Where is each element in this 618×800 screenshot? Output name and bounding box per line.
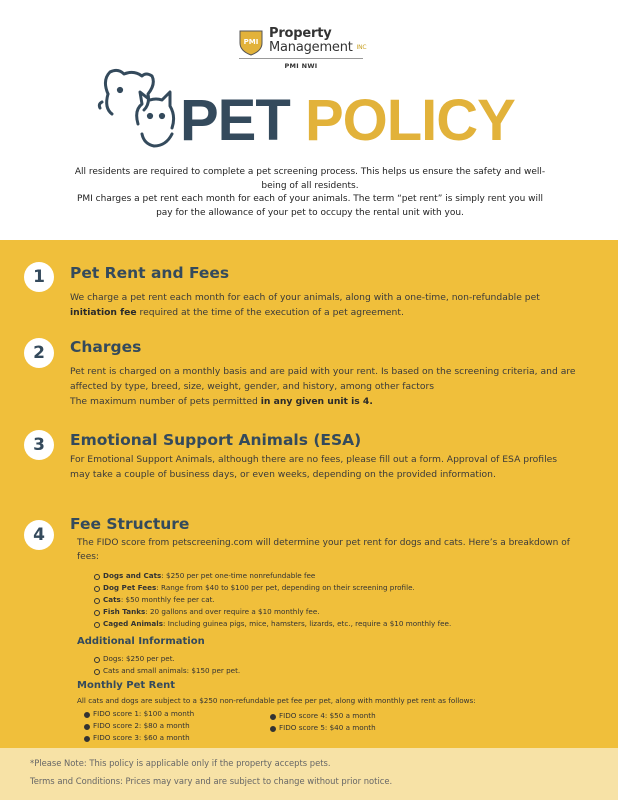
fido-score-list-2 xyxy=(270,710,376,734)
fee-label: Dog Pet Fees xyxy=(103,583,157,592)
list-item xyxy=(94,570,451,582)
section-body-pet-rent xyxy=(70,290,575,320)
list-item: FIDO score 5: $40 a month xyxy=(270,722,376,734)
additional-info-list xyxy=(94,653,240,677)
list-item xyxy=(94,618,451,630)
section-number-1: 1 xyxy=(24,262,54,292)
footer xyxy=(0,748,618,800)
monthly-rent-text: All cats and dogs are subject to a $250 non-refundable pet fee per pet, along with monthly pet rent as follows: xyxy=(77,696,476,705)
dog-and-cat-icon xyxy=(94,64,194,154)
list-item xyxy=(94,594,451,606)
section-number-2: 2 xyxy=(24,338,54,368)
section-title-pet-rent: Pet Rent and Fees xyxy=(70,264,230,282)
list-item: FIDO score 4: $50 a month xyxy=(270,710,376,722)
logo-text-management-word: Management xyxy=(269,40,353,55)
section-body-pet-rent-bold: initiation fee xyxy=(70,307,137,318)
section-body-charges-text: Pet rent is charged on a monthly basis and are paid with your rent. Is based on the screening criteria, and are affected by type, breed, size, weight, gender, and history, among other factors xyxy=(70,366,576,392)
section-title-charges: Charges xyxy=(70,338,142,356)
section-body-esa: For Emotional Support Animals, although there are no fees, please fill out a form. Approval of ESA profiles may take a couple of business days, or even weeks, depending on the provided information. xyxy=(70,454,558,480)
monthly-rent-title: Monthly Pet Rent xyxy=(77,680,176,691)
company-logo xyxy=(235,26,385,78)
policy-panel xyxy=(0,240,618,748)
section-body-charges-max-bold: in any given unit is 4. xyxy=(260,396,373,407)
logo-text-property: Property xyxy=(269,26,332,41)
logo-mark: INC xyxy=(356,44,367,51)
fido-score-list-1 xyxy=(84,708,194,744)
fee-label: Fish Tanks xyxy=(103,607,146,616)
list-item: Cats and small animals: $150 per pet. xyxy=(94,665,240,677)
list-item: FIDO score 3: $60 a month xyxy=(84,732,194,744)
section-body-pet-rent-text-1: We charge a pet rent each month for each of your animals, along with a one-time, non-refundable pet xyxy=(70,292,540,303)
logo-subtitle: PMI NWI xyxy=(284,62,318,70)
page-title-policy: POLICY xyxy=(304,88,515,153)
fee-text: : Range from $40 to $100 per pet, depending on their screening profile. xyxy=(156,583,415,592)
fee-text: : $250 per pet one-time nonrefundable fee xyxy=(161,571,316,580)
intro-text xyxy=(70,166,550,220)
additional-info-title: Additional Information xyxy=(77,636,205,647)
section-body-charges-max xyxy=(70,394,590,409)
section-body-charges xyxy=(70,364,590,409)
fee-label: Cats xyxy=(103,595,121,604)
page-title xyxy=(180,86,515,156)
section-title-esa: Emotional Support Animals (ESA) xyxy=(70,431,362,449)
footer-terms: Terms and Conditions: Prices may vary and are subject to change without prior notice. xyxy=(30,776,393,786)
fee-label: Caged Animals xyxy=(103,619,164,628)
fee-label: Dogs and Cats xyxy=(103,571,162,580)
shield-logo-icon xyxy=(237,28,265,56)
footer-note: *Please Note: This policy is applicable only if the property accepts pets. xyxy=(30,758,331,768)
list-item: FIDO score 2: $80 a month xyxy=(84,720,194,732)
section-body-fee-structure: The FIDO score from petscreening.com will determine your pet rent for dogs and cats. Here’s a breakdown of fees: xyxy=(77,538,570,562)
list-item xyxy=(94,606,451,618)
fee-text: : Including guinea pigs, mice, hamsters, lizards, etc., require a $10 monthly fee. xyxy=(163,619,452,628)
fee-text: : $50 monthly fee per cat. xyxy=(120,595,215,604)
list-item: FIDO score 1: $100 a month xyxy=(84,708,194,720)
intro-paragraph-1: All residents are required to complete a pet screening process. This helps us ensure the safety and well-being of all residents. xyxy=(74,167,546,191)
intro-paragraph-2: PMI charges a pet rent each month for each of your animals. The term “pet rent” is simply rent you will pay for the allowance of your pet to occupy the rental unit with you. xyxy=(76,194,544,218)
list-item: Dogs: $250 per pet. xyxy=(94,653,240,665)
section-body-pet-rent-text-2: required at the time of the execution of a pet agreement. xyxy=(136,307,404,318)
logo-divider xyxy=(239,58,363,59)
logo-text-management xyxy=(269,40,366,55)
page-title-pet: PET xyxy=(180,88,290,153)
fee-bullet-list xyxy=(94,570,451,630)
section-title-fee-structure: Fee Structure xyxy=(70,515,190,533)
list-item xyxy=(94,582,451,594)
shield-logo-text: PMI xyxy=(243,38,259,46)
section-number-3: 3 xyxy=(24,430,54,460)
fee-text: : 20 gallons and over require a $10 monthly fee. xyxy=(145,607,320,616)
section-body-charges-max-text: The maximum number of pets permitted xyxy=(70,396,261,407)
section-number-4: 4 xyxy=(24,520,54,550)
